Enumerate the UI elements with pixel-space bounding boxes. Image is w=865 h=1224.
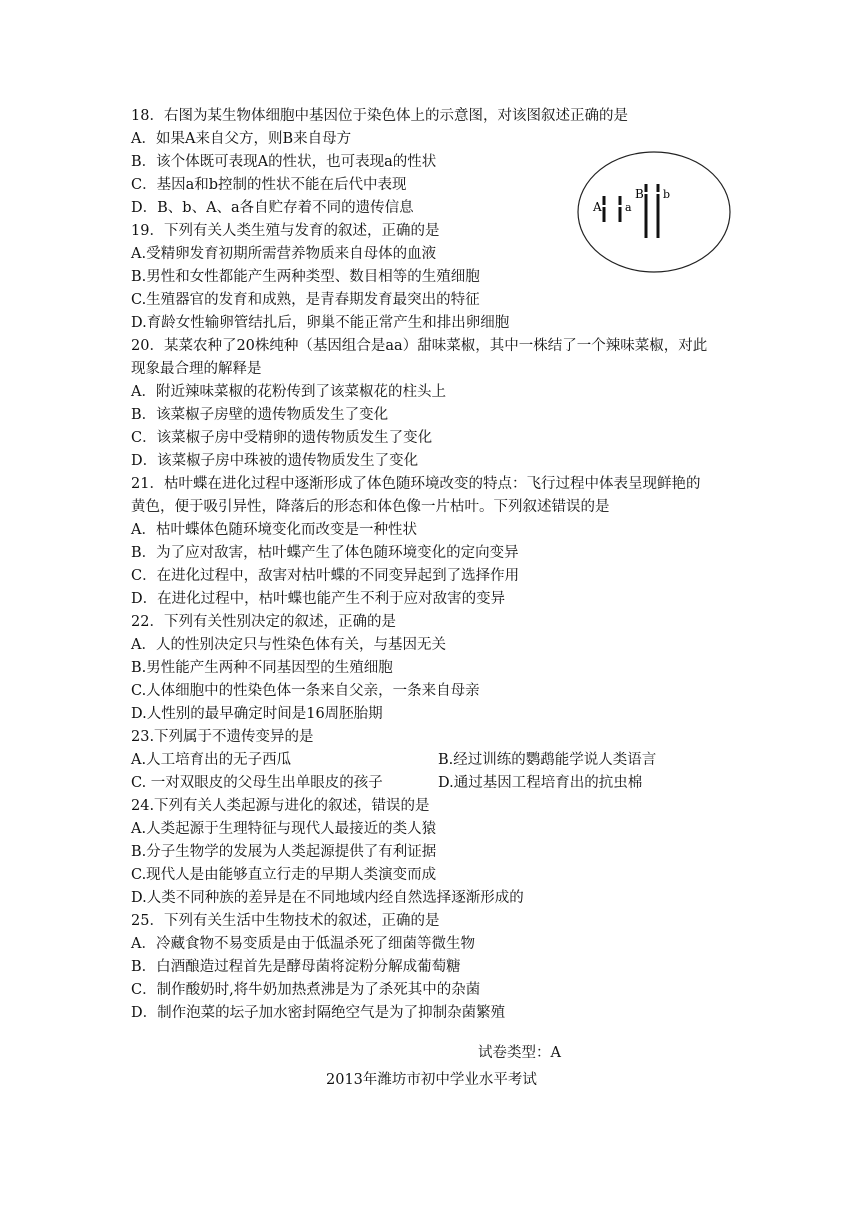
question-24-option-b: B.分子生物学的发展为人类起源提供了有利证据 (131, 844, 437, 860)
question-23-option-b: B.经过训练的鹦鹉能学说人类语言 (438, 752, 657, 768)
question-18-option-d: D．B、b、A、a各自贮存着不同的遗传信息 (131, 200, 414, 216)
question-18-option-b: B．该个体既可表现A的性状，也可表现a的性状 (131, 154, 437, 170)
question-22-option-d: D.人性别的最早确定时间是16周胚胎期 (131, 706, 383, 722)
question-20-stem: 20．某菜农种了20株纯种（基因组合是aa）甜味菜椒，其中一株结了一个辣味菜椒，对此 (131, 338, 708, 354)
question-23-stem: 23.下列属于不遗传变异的是 (131, 729, 314, 745)
question-23-option-c: C. 一对双眼皮的父母生出单眼皮的孩子 (131, 775, 383, 791)
question-22-option-c: C.人体细胞中的性染色体一条来自父亲，一条来自母亲 (131, 683, 480, 699)
question-23-option-a: A.人工培育出的无子西瓜 (131, 752, 292, 768)
exam-title: 2013年潍坊市初中学业水平考试 (326, 1072, 537, 1088)
question-21-option-d: D．在进化过程中，枯叶蝶也能产生不利于应对敌害的变异 (131, 591, 506, 607)
question-24-stem: 24.下列有关人类起源与进化的叙述，错误的是 (131, 798, 430, 814)
question-25-option-b: B．白酒酿造过程首先是酵母菌将淀粉分解成葡萄糖 (131, 959, 461, 975)
question-21-option-b: B．为了应对敌害，枯叶蝶产生了体色随环境变化的定向变异 (131, 545, 519, 561)
question-19-option-a: A.受精卵发育初期所需营养物质来自母体的血液 (131, 246, 437, 262)
question-19-stem: 19．下列有关人类生殖与发育的叙述，正确的是 (131, 223, 440, 239)
question-20-option-a: A．附近辣味菜椒的花粉传到了该菜椒花的柱头上 (131, 384, 446, 400)
question-20-option-c: C．该菜椒子房中受精卵的遗传物质发生了变化 (131, 430, 433, 446)
question-20-option-b: B．该菜椒子房壁的遗传物质发生了变化 (131, 407, 389, 423)
question-23-option-d: D.通过基因工程培育出的抗虫棉 (438, 775, 643, 791)
gene-label-a: a (625, 201, 632, 214)
question-19-option-c: C.生殖器官的发育和成熟，是青春期发育最突出的特征 (131, 292, 480, 308)
question-25-stem: 25．下列有关生活中生物技术的叙述，正确的是 (131, 913, 440, 929)
question-20-option-d: D．该菜椒子房中珠被的遗传物质发生了变化 (131, 453, 419, 469)
gene-label-b: b (663, 188, 671, 201)
question-22-option-b: B.男性能产生两种不同基因型的生殖细胞 (131, 660, 393, 676)
chromosome-diagram (576, 150, 732, 274)
question-18-option-c: C．基因a和b控制的性状不能在后代中表现 (131, 177, 407, 193)
question-24-option-c: C.现代人是由能够直立行走的早期人类演变而成 (131, 867, 437, 883)
paper-type-label: 试卷类型：A (478, 1045, 561, 1061)
question-19-option-d: D.育龄女性输卵管结扎后，卵巢不能正常产生和排出卵细胞 (131, 315, 510, 331)
gene-label-A: A (593, 200, 602, 214)
question-24-option-d: D.人类不同种族的差异是在不同地域内经自然选择逐渐形成的 (131, 890, 524, 906)
question-21-stem: 21．枯叶蝶在进化过程中逐渐形成了体色随环境改变的特点：飞行过程中体表呈现鲜艳的 (131, 476, 701, 492)
question-18-stem: 18．右图为某生物体细胞中基因位于染色体上的示意图，对该图叙述正确的是 (131, 108, 628, 124)
question-21-option-a: A．枯叶蝶体色随环境变化而改变是一种性状 (131, 522, 417, 538)
question-21-stem-cont: 黄色，便于吸引异性，降落后的形态和体色像一片枯叶。下列叙述错误的是 (131, 499, 610, 515)
question-21-option-c: C．在进化过程中，敌害对枯叶蝶的不同变异起到了选择作用 (131, 568, 520, 584)
question-18-option-a: A．如果A来自父方，则B来自母方 (131, 131, 352, 147)
question-20-stem-cont: 现象最合理的解释是 (131, 361, 262, 377)
question-25-option-c: C．制作酸奶时,将牛奶加热煮沸是为了杀死其中的杂菌 (131, 982, 481, 998)
question-19-option-b: B.男性和女性都能产生两种类型、数目相等的生殖细胞 (131, 269, 480, 285)
question-22-stem: 22．下列有关性别决定的叙述，正确的是 (131, 614, 396, 630)
question-25-option-d: D．制作泡菜的坛子加水密封隔绝空气是为了抑制杂菌繁殖 (131, 1005, 506, 1021)
gene-label-B: B (635, 187, 644, 201)
question-25-option-a: A．冷藏食物不易变质是由于低温杀死了细菌等微生物 (131, 936, 475, 952)
question-24-option-a: A.人类起源于生理特征与现代人最接近的类人猿 (131, 821, 437, 837)
question-22-option-a: A．人的性别决定只与性染色体有关，与基因无关 (131, 637, 446, 653)
